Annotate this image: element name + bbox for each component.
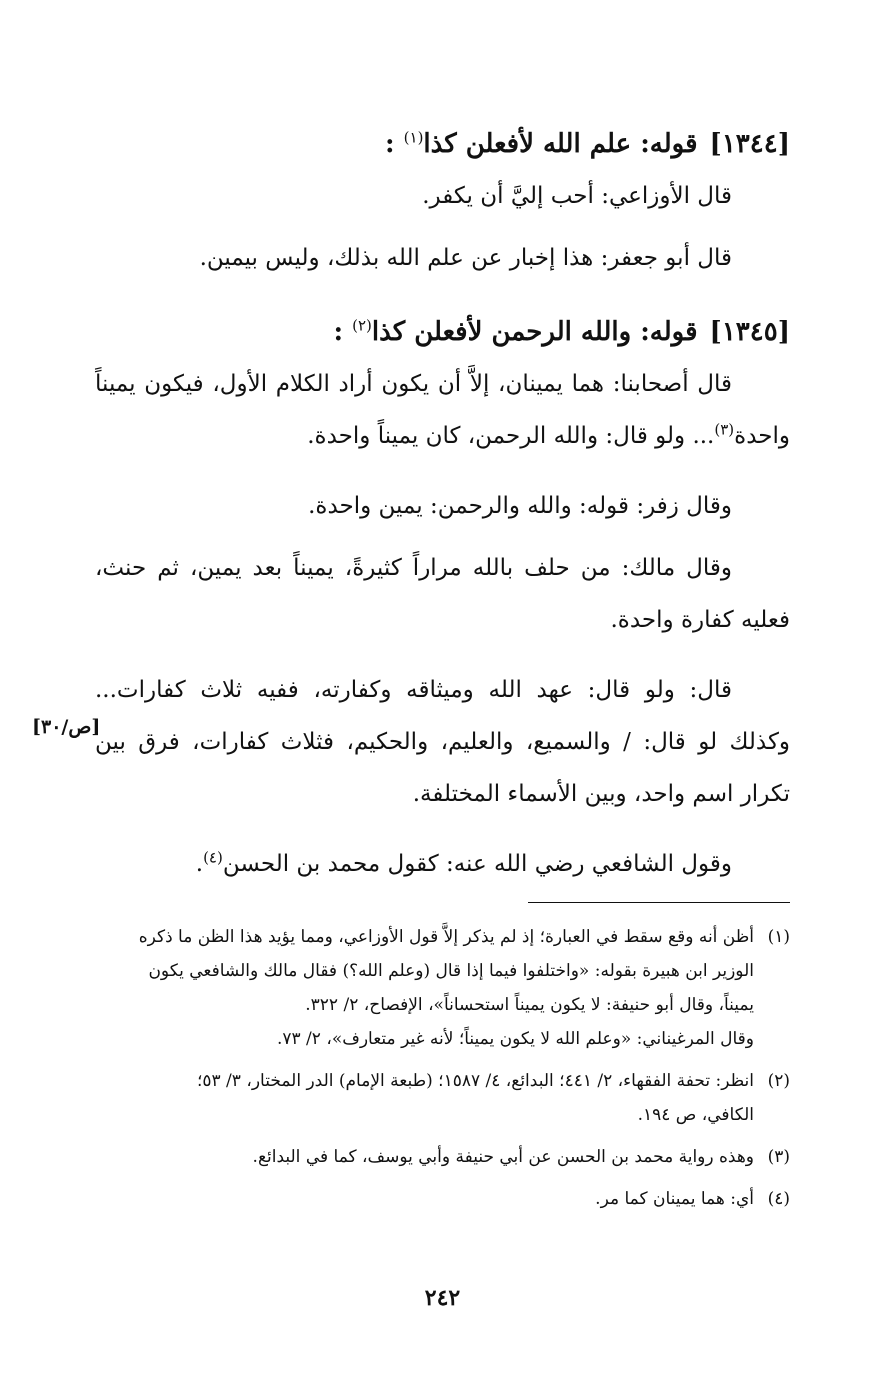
paragraph-text: قال أصحابنا: هما يمينان، إلاَّ أن يكون أراد الكلام الأول، فيكون يميناً واحدة bbox=[95, 371, 790, 449]
footnote-line: الوزير ابن هبيرة بقوله: «واختلفوا فيما إذا قال (وعلم الله؟) فقال مالك والشافعي يكون bbox=[148, 961, 754, 981]
entry-number: [١٣٤٤] bbox=[709, 129, 790, 159]
paragraph: قال الأوزاعي: أحب إليَّ أن يكفر. bbox=[422, 183, 732, 209]
main-text bbox=[32, 118, 790, 890]
marginal-page-marker: [ص/٣٠] bbox=[32, 716, 101, 738]
entry-number: [١٣٤٥] bbox=[709, 317, 790, 347]
page-number: ٢٤٢ bbox=[424, 1285, 461, 1311]
footnote-ref[interactable]: (٤) bbox=[203, 848, 223, 867]
footnote-number: (٤) bbox=[767, 1189, 790, 1209]
footnote-line: انظر: تحفة الفقهاء، ٢/ ٤٤١؛ البدائع، ٤/ ١٥٨٧؛ (طبعة الإمام) الدر المختار، ٣/ ٥٣؛ bbox=[196, 1071, 754, 1091]
footnote-1 bbox=[45, 920, 790, 1056]
footnote-line: وقال المرغيناني: «وعلم الله لا يكون يميناً؛ لأنه غير متعارف»، ٢/ ٧٣. bbox=[276, 1029, 754, 1049]
footnote-ref[interactable]: (٣) bbox=[714, 420, 735, 439]
footnote-line: الكافي، ص ١٩٤. bbox=[637, 1105, 754, 1125]
paragraph-text: ... ولو قال: والله الرحمن، كان يميناً واحدة. bbox=[307, 423, 715, 449]
heading-colon: : bbox=[384, 129, 395, 159]
entry-heading-1344 bbox=[95, 118, 790, 170]
entry-title: قوله: والله الرحمن لأفعلن كذا bbox=[371, 317, 698, 347]
paragraph-with-marginal bbox=[32, 664, 790, 820]
footnote-number: (٣) bbox=[767, 1147, 790, 1167]
paragraph: قال أبو جعفر: هذا إخبار عن علم الله بذلك، وليس بيمين. bbox=[199, 245, 732, 271]
heading-colon: : bbox=[333, 317, 344, 347]
footnotes bbox=[45, 920, 790, 1224]
entry-heading-1345 bbox=[95, 306, 790, 358]
footnote-ref[interactable]: (١) bbox=[403, 128, 424, 147]
paragraph: قال: ولو قال: عهد الله وميثاقه وكفارته، ففيه ثلاث كفارات... وكذلك لو قال: / والسميع، والعليم، والحكيم، فثلاث كفارات، فرق بين تكرار اسم واحد، وبين الأسماء المختلفة. bbox=[95, 677, 790, 807]
footnote-line: أي: هما يمينان كما مر. bbox=[595, 1189, 754, 1209]
footnote-text bbox=[45, 920, 754, 1056]
paragraph: وقال زفر: قوله: والله والرحمن: يمين واحدة. bbox=[308, 493, 732, 519]
footnote-separator bbox=[528, 902, 790, 903]
footnote-text bbox=[45, 1140, 754, 1174]
entry-title: قوله: علم الله لأفعلن كذا bbox=[423, 129, 698, 159]
paragraph bbox=[95, 358, 790, 462]
footnote-line: يميناً، وقال أبو حنيفة: لا يكون يميناً استحساناً»، الإفصاح، ٢/ ٣٢٢. bbox=[305, 995, 754, 1015]
footnote-text bbox=[45, 1182, 754, 1216]
footnote-ref[interactable]: (٢) bbox=[352, 316, 372, 335]
footnote-number: (١) bbox=[767, 927, 790, 947]
footnote-number: (٢) bbox=[767, 1071, 790, 1091]
footnote-text bbox=[45, 1064, 754, 1132]
footnote-4 bbox=[45, 1182, 790, 1216]
paragraph bbox=[95, 838, 790, 890]
paragraph-text: . bbox=[195, 851, 204, 877]
paragraph-text: وقول الشافعي رضي الله عنه: كقول محمد بن الحسن bbox=[222, 851, 732, 877]
footnote-2 bbox=[45, 1064, 790, 1132]
footnote-line: وهذه رواية محمد بن الحسن عن أبي حنيفة وأبي يوسف، كما في البدائع. bbox=[252, 1147, 754, 1167]
footnote-3 bbox=[45, 1140, 790, 1174]
footnote-line: أظن أنه وقع سقط في العبارة؛ إذ لم يذكر إلاَّ قول الأوزاعي، ومما يؤيد هذا الظن ما ذكره bbox=[138, 927, 754, 947]
paragraph: وقال مالك: من حلف بالله مراراً كثيرةً، يميناً بعد يمين، ثم حنث، فعليه كفارة واحدة. bbox=[95, 555, 790, 633]
